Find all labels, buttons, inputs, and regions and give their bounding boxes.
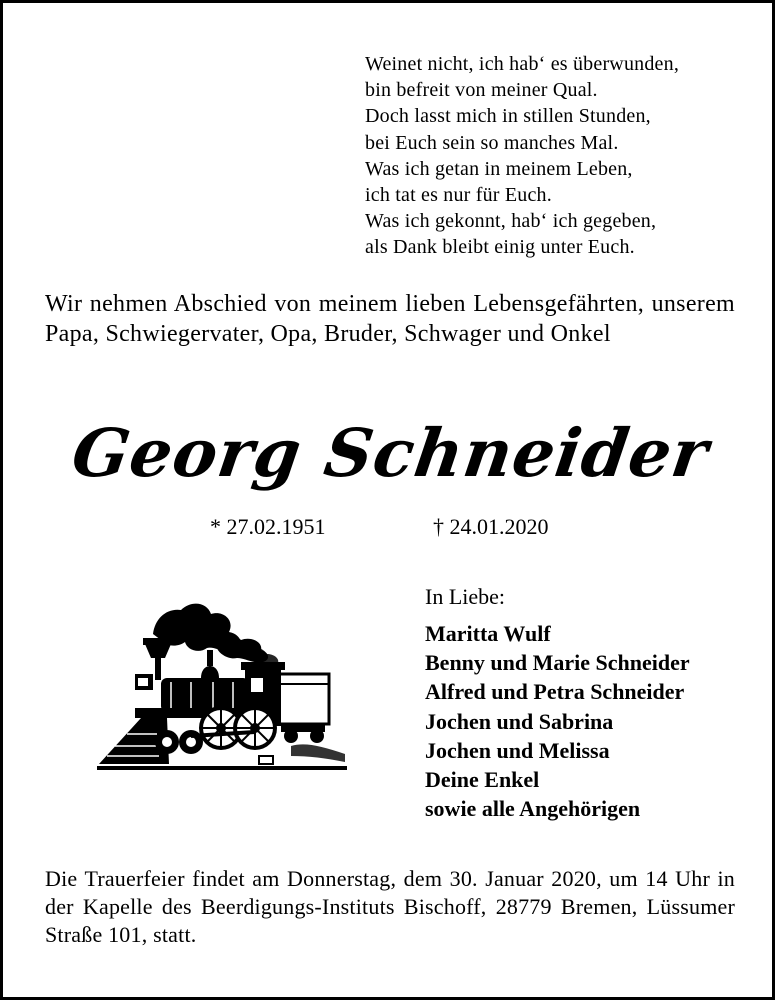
poem-line: Weinet nicht, ich hab‘ es überwunden, [365,53,680,75]
deceased-name: Georg Schneider [67,414,714,492]
poem-line: Doch lasst mich in stillen Stunden, [365,105,651,128]
list-item: Alfred und Petra Schneider [425,679,685,705]
poem-line: Was ich getan in meinem Leben, [365,157,633,180]
poem-line: ich tat es nur für Euch. [365,184,552,207]
list-item: Benny und Marie Schneider [425,650,690,676]
poem [365,51,679,261]
mourners-list [425,619,690,823]
list-item: Maritta Wulf [425,621,551,646]
list-item: sowie alle Angehörigen [425,796,641,822]
poem-line: Was ich gekonnt, hab‘ ich gegeben, [365,210,657,233]
death-date: † 24.01.2020 [433,514,549,539]
poem-line: als Dank bleibt einig unter Euch. [365,236,635,259]
birth-date: * 27.02.1951 [210,514,326,539]
funeral-service-info: Die Trauerfeier findet am Donnerstag, dem 30. Januar 2020, um 14 Uhr in der Kapelle des Beerdigungs-Instituts Bischoff, 28779 Bremen, Lüssumer Straße 101, statt. [45,866,735,947]
list-item: Jochen und Sabrina [425,708,614,734]
list-item: Deine Enkel [425,767,540,793]
poem-line: bei Euch sein so manches Mal. [365,131,619,154]
steam-locomotive-icon [95,596,349,771]
mourners-label: In Liebe: [425,584,506,609]
list-item: Jochen und Melissa [425,737,610,763]
poem-line: bin befreit von meiner Qual. [365,79,598,102]
farewell-text: Wir nehmen Abschied von meinem lieben Lebensgefährten, unserem Papa, Schwiegervater, Opa, Bruder, Schwager und Onkel [45,291,735,347]
